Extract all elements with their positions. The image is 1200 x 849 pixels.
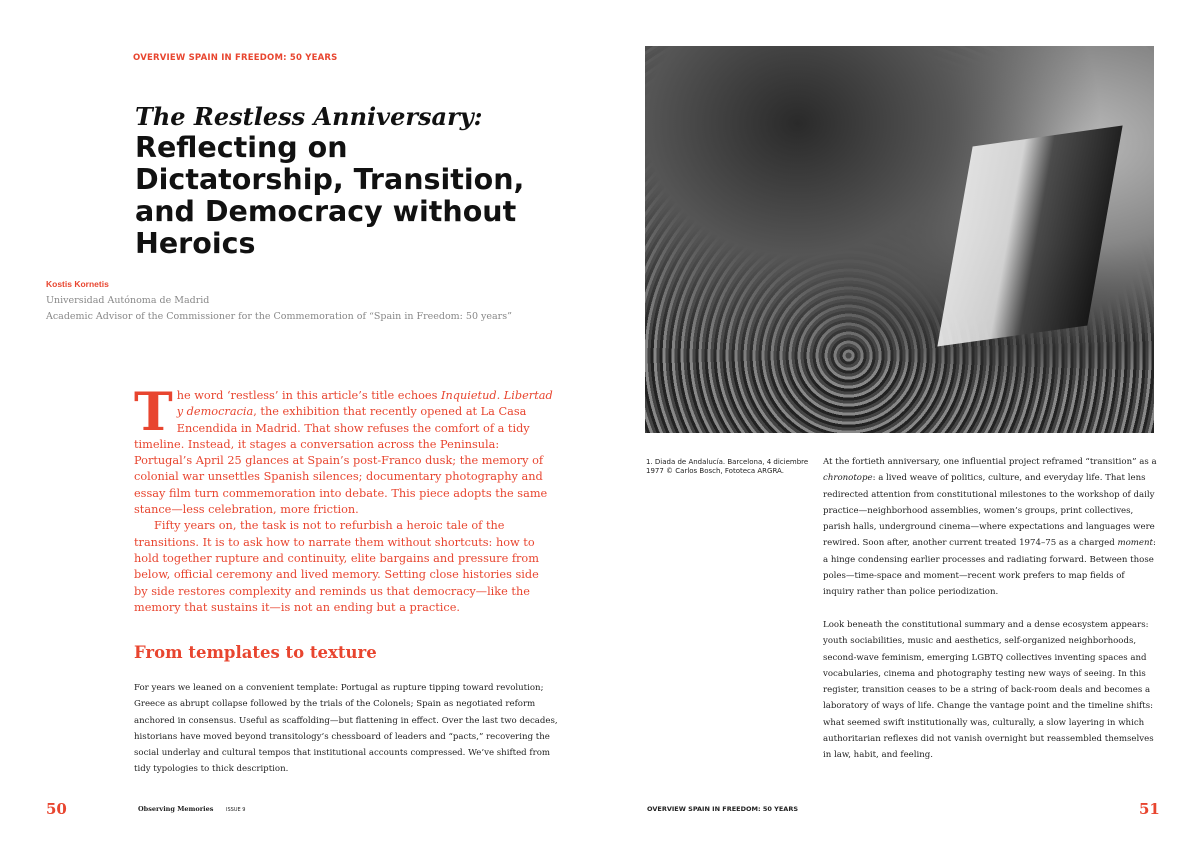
section-kicker: OVERVIEW SPAIN IN FREEDOM: 50 YEARS [133,53,338,63]
article-title [135,102,575,260]
right-column [823,454,1158,764]
title-line: Reflecting on [135,131,348,164]
body-paragraph [823,454,1158,601]
emphasis: chronotope [823,473,873,484]
footer-section: OVERVIEW SPAIN IN FREEDOM: 50 YEARS [647,805,799,813]
page-number-left: 50 [46,800,67,818]
intro-text [134,382,556,616]
drop-cap: T [134,382,173,443]
intro-text-run: he word ‘restless’ in this article’s title echoes [176,389,441,402]
section-heading: From templates to texture [134,643,377,662]
author-name: Kostis Kornetis [46,279,109,289]
title-italic: The Restless Anniversary: [135,102,483,131]
emphasis: moment [1117,538,1153,549]
title-line: Heroics [135,227,256,260]
issue-label: ISSUE 9 [226,807,246,813]
page-number-right: 51 [1139,800,1160,818]
body-paragraph: For years we leaned on a convenient template: Portugal as rupture tipping toward revolution; Greece as abrupt collapse followed by the trials of the Colonels; Spain as negotiated reform anchored in consensus. Useful as scaffolding—but flattening in effect. Over the last two decades, historians have moved beyond transitology’s chessboard of leaders and “pacts,” recovering the social underlay and cultural tempos that institutional accounts compressed. We’ve shifted from tidy typologies to thick description. [134,683,558,775]
intro-paragraph: Fifty years on, the task is not to refurbish a heroic tale of the transitions. It is to ask how to narrate them without shortcuts: how to hold together rupture and continuity, elite bargains and pressure from below, official ceremony and lived memory. Setting close histories side by side restores complexity and reminds us that democracy—like the memory that sustains it—is not an ending but a practice. [134,519,539,614]
body-paragraph: Look beneath the constitutional summary and a dense ecosystem appears: youth sociabilities, music and aesthetics, self-organized neighborhoods, second-wave feminism, emerging LGBTQ collectives inventing spaces and vocabularies, cinema and photography testing new ways of seeing. In this register, transition ceases to be a string of back-room deals and becomes a laboratory of ways of life. Change the vantage point and the timeline shifts: what seemed swift institutionally was, culturally, a slow layering in which authoritarian reflexes did not vanish overnight but reassembled themselves in law, habit, and feeling. [823,619,1154,761]
photo-crowd-with-flag [645,46,1154,433]
text-run: : a hinge condensing earlier processes and radiating forward. Between those poles—time-space and moment—recent work prefers to map fields of inquiry rather than police periodization. [823,538,1156,598]
photo-caption: 1. Diada de Andalucía. Barcelona, 4 diciembre 1977 © Carlos Bosch, Fototeca ARGRA. [646,458,809,475]
text-run: : a lived weave of politics, culture, and everyday life. That lens redirected attention from constitutional milestones to the workshop of daily practice—neighborhood assemblies, women’s groups, print collectives, parish halls, underground cinema—where expectations and languages were rewired. Soon after, another current treated 1974–75 as a charged [823,473,1155,549]
flag-image [937,125,1122,346]
title-line: Dictatorship, Transition, [135,163,525,196]
exhibition-title: Inquietud. Libertad y democracia [176,389,553,419]
intro-text-run: , the exhibition that recently opened at La Casa Encendida in Madrid. That show refuses the comfort of a tidy timeline. Instead, it stages a conversation across the Peninsula: Portugal’s April 25 glances at Spain’s post-Franco dusk; the memory of colonial war unsettles Spanish silences; documentary photography and essay film turn commemoration into debate. This piece adopts the same stance—less celebration, more friction. [134,405,548,517]
publication-name: Observing Memories [138,805,214,813]
intro-paragraph [134,382,556,518]
title-line: and Democracy without [135,195,517,228]
author-affiliation: Universidad Autónoma de Madrid [46,295,210,306]
text-run: At the fortieth anniversary, one influential project reframed “transition” as a [823,457,1157,467]
author-role: Academic Advisor of the Commissioner for the Commemoration of “Spain in Freedom: 50 years” [46,311,512,322]
